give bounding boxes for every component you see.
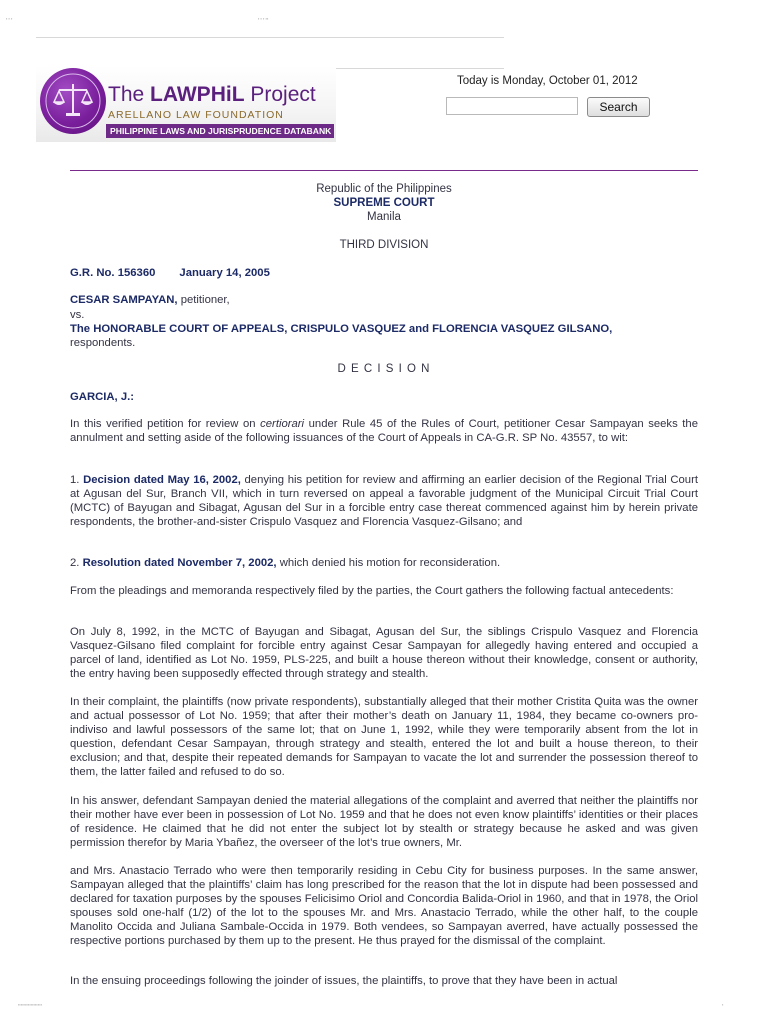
gr-number: G.R. No. 156360 xyxy=(70,267,156,279)
list-item-decision-text: denying his petition for review and affirming an earlier decision of the Regional Trial Court at Agusan del Sur, Branch VII, which in turn reversed on appeal a favorable judgment of the Municipal Circuit Trial Court (MCTC) of Bayugan and Sibagat, Agusan del Sur in a forcible entry case thereat commenced against him by herein private respondents, the brother-and-sister Crispulo Vasquez and Florencia Vasquez-Gilsano; and xyxy=(70,474,698,528)
petitioner-line xyxy=(70,293,698,307)
footer-url-marker: ▪▪▪▪▪▪▪▪▪▪▪▪▪▪▪▪▪ xyxy=(18,1002,43,1007)
list-item-resolution xyxy=(70,556,698,570)
header-divider xyxy=(70,170,698,171)
certiorari-term: certiorari xyxy=(260,418,305,430)
site-title-post: Project xyxy=(244,83,316,106)
paragraph-allegations: In their complaint, the plaintiffs (now private respondents), substantially alleged that their mother Cristita Quita was the owner and actual possessor of Lot No. 1959; that after their mother’s death on January 11, 1984, they became co-owners pro-indiviso and lawful possessors of the same lot; that on June 1, 1992, while they were temporarily absent from the lot in question, defendant Cesar Sampayan, through strategy and stealth, entered the lot and built a house thereon, to their exclusion; and that, despite their repeated demands for Sampayan to vacate the lot and surrender the possession thereof to them, the latter failed and refused to do so. xyxy=(70,696,698,778)
court-name: SUPREME COURT xyxy=(333,197,435,209)
ponente xyxy=(70,390,698,404)
decision-heading: D E C I S I O N xyxy=(337,363,431,375)
today-date: Today is Monday, October 01, 2012 xyxy=(457,75,638,87)
databank-strip xyxy=(106,124,334,138)
paragraph-complaint-filed: On July 8, 1992, in the MCTC of Bayugan and Sibagat, Agusan del Sur, the siblings Crispulo Vasquez and Florencia Vasquez-Gilsano filed complaint for forcible entry against Cesar Sampayan for allegedly having entered and occupied a parcel of land, identified as Lot No. 1959, PLS-225, and built a house thereon without their knowledge, consent or authority, the entry having been supposedly effected through strategy and stealth. xyxy=(70,626,698,680)
paragraph-proceedings: In the ensuing proceedings following the joinder of issues, the plaintiffs, to prove that they have been in actual xyxy=(70,975,618,987)
top-rule xyxy=(36,37,504,38)
footer-page-marker: ▪ xyxy=(722,1002,724,1007)
petitioner-name: CESAR SAMPAYAN, xyxy=(70,294,178,306)
list-item-resolution-lead: 2. xyxy=(70,557,83,569)
search-button[interactable]: Search xyxy=(587,97,650,117)
paragraph-intro xyxy=(70,417,698,445)
site-title xyxy=(108,83,316,107)
case-number-line xyxy=(70,266,698,280)
republic-line: Republic of the Philippines xyxy=(316,183,452,195)
paragraph-antecedents: From the pleadings and memoranda respectively filed by the parties, the Court gathers the following factual antecedents: xyxy=(70,585,674,597)
list-item-decision xyxy=(70,473,698,529)
resolution-date-label: Resolution dated November 7, 2002, xyxy=(82,557,277,569)
decision-date-label: Decision dated May 16, 2002, xyxy=(83,474,241,486)
site-title-pre: The xyxy=(108,83,151,106)
site-subtitle: ARELLANO LAW FOUNDATION xyxy=(108,109,284,121)
databank-strip-label: PHILIPPINE LAWS AND JURISPRUDENCE DATABANK xyxy=(110,126,332,136)
division: THIRD DIVISION xyxy=(339,239,429,251)
versus: vs. xyxy=(70,309,85,321)
case-date: January 14, 2005 xyxy=(179,267,270,279)
print-marker-left: ▪ ▪ ▪ xyxy=(6,16,13,21)
court-city: Manila xyxy=(367,211,401,223)
site-title-bold: LAWPHiL xyxy=(150,83,245,106)
paragraph-answer: In his answer, defendant Sampayan denied the material allegations of the complaint and averred that neither the plaintiffs nor their mother have ever been in possession of Lot No. 1959 and that he does not even know plaintiffs’ identities or their places of residence. He claimed that he did not enter the subject lot by stealth or strategy because he asked and was given permission therefor by Maria Ybañez, the overseer of the lot’s true owners, Mr. xyxy=(70,795,698,849)
paragraph-answer-cont: and Mrs. Anastacio Terrado who were then temporarily residing in Cebu City for business purposes. In the same answer, Sampayan alleged that the plaintiffs’ claim has long prescribed for the reason that the lot in dispute had been possessed and declared for taxation purposes by the spouses Felicisimo Oriol and Concordia Balida-Oriol in 1960, and that in 1978, the Oriol spouses sold one-half (1/2) of the lot to the spouses Mr. and Mrs. Anastacio Terrado, while the other half, to the couple Manolito Occida and Juliana Sambale-Occida in 1979. Both vendees, so Sampayan averred, have actually possessed the respective portions purchased by them up to the present. He thus prayed for the dismissal of the complaint. xyxy=(70,865,698,947)
paragraph-intro-b: under Rule 45 of the Rules of Court, petitioner Cesar Sampayan seeks the annulment and setting aside of the following issuances of the Court of Appeals in CA-G.R. SP No. 43557, to wit: xyxy=(70,418,698,444)
respondents-names-text: The HONORABLE COURT OF APPEALS, CRISPULO VASQUEZ and FLORENCIA VASQUEZ GILSANO, xyxy=(70,323,613,335)
site-banner[interactable] xyxy=(36,66,336,142)
respondents-names xyxy=(70,322,698,336)
paragraph-intro-a: In this verified petition for review on xyxy=(70,418,261,430)
list-item-resolution-text: which denied his motion for reconsideration. xyxy=(276,557,501,569)
search-input[interactable] xyxy=(446,97,578,115)
list-item-decision-lead: 1. xyxy=(70,474,84,486)
petitioner-role: petitioner, xyxy=(177,294,230,306)
ponente-name: GARCIA, J.: xyxy=(70,391,135,403)
scales-of-justice-icon xyxy=(40,68,106,134)
respondents-role: respondents. xyxy=(70,337,136,349)
print-marker-center: ▪ ▪ ▪ ▪▪ xyxy=(258,16,269,21)
lawphil-logo xyxy=(40,68,106,134)
